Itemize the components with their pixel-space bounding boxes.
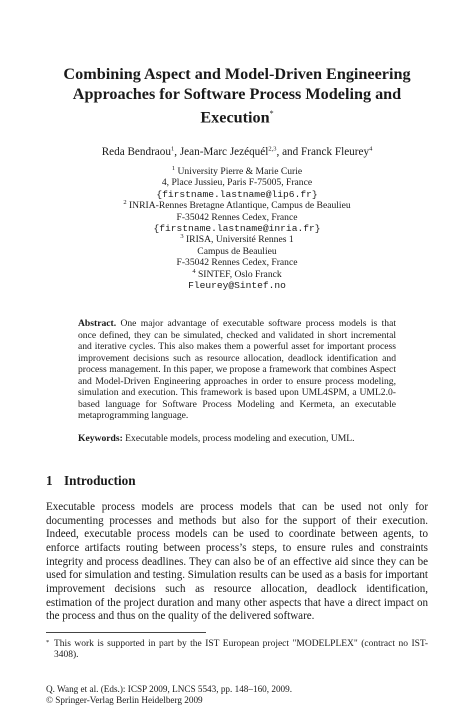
author-2: Jean-Marc Jezéquél (179, 146, 269, 158)
section-title: Introduction (64, 473, 136, 488)
intro-paragraph: Executable process models are process models that can be used not only for documenting processes and methods but also for the support of their execution. Indeed, executable process models can be used to coordinate between agents, to enforce artifacts routing between process’s steps, to ensure rules and constraints integrity and process deadlines. They can also be of an effective aid since they can be used for simulation and testing. Simulation results can be used as a basis for important improvement decisions such as resource allocation, deadlock identification, estimation of the project duration and many other aspects that have a direct impact on the process and thus on the quality of the delivered software. (46, 501, 428, 623)
affiliation-line (40, 200, 434, 211)
affiliation-email: {firstname.lastname@inria.fr} (153, 223, 321, 235)
affiliation-line (40, 166, 434, 177)
section-number: 1 (46, 473, 53, 488)
author-separator-1: , (174, 146, 180, 158)
affiliation-line (40, 269, 434, 280)
title-line-2: Approaches for Software Process Modeling and (72, 85, 402, 103)
author-1-affil: 1 (170, 145, 175, 153)
author-separator-2: , and (276, 146, 302, 158)
affiliation-text: IRISA, Université Rennes 1 (183, 234, 294, 246)
affiliation-number: 1 (171, 164, 176, 172)
keywords (78, 433, 396, 445)
author-3: Franck Fleurey (301, 146, 370, 158)
affiliation-text: SINTEF, Oslo Franck (195, 268, 282, 280)
author-2-affil: 2,3 (268, 145, 277, 153)
author-3-affil: 4 (369, 145, 373, 153)
copyright-notice: © Springer-Verlag Berlin Heidelberg 2009 (46, 695, 203, 706)
keywords-label: Keywords: (78, 433, 123, 444)
affiliations (40, 166, 434, 291)
footnote (46, 639, 428, 661)
affiliation-text: University Pierre & Marie Curie (175, 166, 303, 177)
affiliation-line: 4, Place Jussieu, Paris F-75005, France (161, 177, 313, 189)
affiliation-line: F-35042 Rennes Cedex, France (176, 211, 298, 223)
affiliation-number: 4 (192, 267, 196, 275)
affiliation-line: F-35042 Rennes Cedex, France (176, 257, 298, 269)
publication-citation: Q. Wang et al. (Eds.): ICSP 2009, LNCS 5543, pp. 148–160, 2009. (46, 684, 293, 694)
footnote-mark: * (46, 639, 50, 646)
affiliation-email: {firstname.lastname@lip6.fr} (156, 188, 318, 200)
affiliation-line: Campus de Beaulieu (197, 245, 277, 257)
affiliation-number: 3 (180, 233, 184, 241)
footnote-divider (46, 632, 206, 633)
title-footnote-mark: * (269, 109, 274, 118)
abstract-label: Abstract. (78, 318, 117, 329)
abstract-text: One major advantage of executable software process models is that once defined, they can be simulated, checked and validated in short incremental and iterative cycles. This also makes them a powerful asset for important process improvement decisions such as resource allocation, deadlock identification and process management. In this paper, we propose a framework that combines Aspect and Model-Driven Engineering approaches in order to ensure process modeling, simulation and execution. This framework is based upon UML4SPM, a UML2.0-based language for Software Process Modeling and Kermeta, an executable metaprogramming language. (78, 318, 396, 422)
author-1: Reda Bendraou (101, 146, 171, 158)
title-line-1: Combining Aspect and Model-Driven Engineering (63, 65, 411, 83)
abstract (78, 318, 396, 422)
title-line-3-text: Execution (200, 108, 270, 127)
title-line-3 (40, 104, 434, 127)
keywords-text: Executable models, process modeling and execution, UML. (122, 433, 355, 444)
affiliation-text: INRIA-Rennes Bretagne Atlantique, Campus de Beaulieu (126, 200, 351, 212)
affiliation-number: 2 (123, 199, 127, 207)
affiliation-email: Fleurey@Sintef.no (188, 280, 286, 292)
affiliation-line (40, 234, 434, 245)
paper-title (40, 64, 434, 127)
author-list (40, 145, 434, 159)
publication-footer (46, 684, 292, 706)
section-heading (46, 473, 136, 489)
footnote-text: This work is supported in part by the IST European project "MODELPLEX" (contract no IST-3408). (54, 639, 428, 661)
